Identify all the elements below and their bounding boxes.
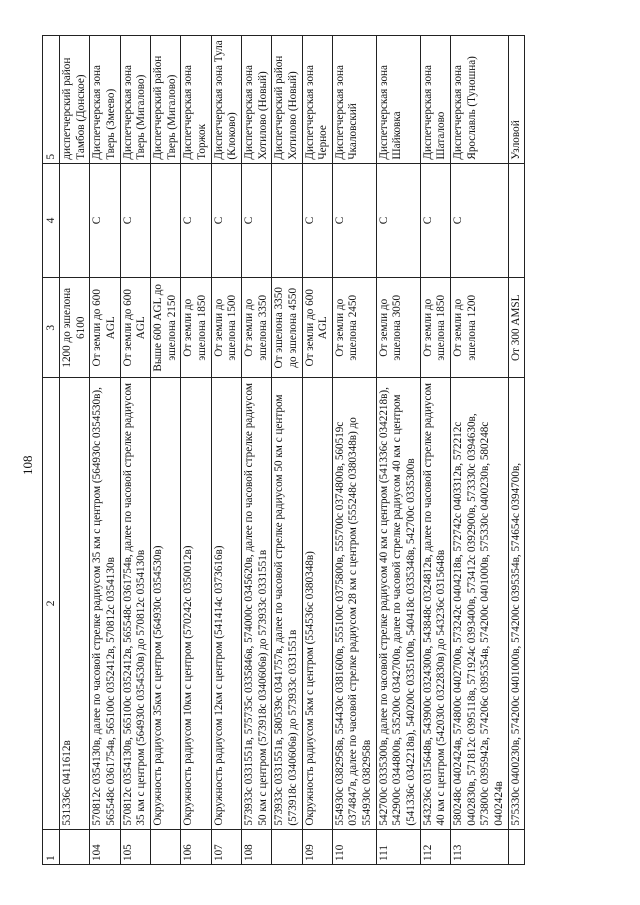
row-number: 107	[211, 829, 241, 864]
coordinates-cell: 570812с 0354130в, 565100с 0352412в, 565548с 0361754в, далее по часовой стрелке радиусом 35 км с центром (564930с 0354530в) до 570812с 0354130в	[120, 378, 150, 829]
vertical-limits-cell: 1200 до эшелона 6100	[60, 278, 90, 378]
table-row	[60, 36, 90, 865]
vertical-limits-cell: От земли до эшелона 1500	[211, 278, 241, 378]
zone-name-cell: Диспетчерская зона Чкаловский	[332, 36, 376, 164]
coordinates-cell: 575330с 0400230в, 574200с 0401000в, 574200с 0395354в, 574654с 0394700в,	[508, 378, 525, 829]
vertical-limits-cell: От 300 AMSL	[508, 278, 525, 378]
vertical-limits-cell: От земли до 600 AGL	[120, 278, 150, 378]
row-number	[150, 829, 180, 864]
airspace-class-cell: С	[332, 163, 376, 278]
zone-name-cell: Узловой	[508, 36, 525, 164]
row-number: 106	[181, 829, 211, 864]
row-number: 112	[420, 829, 450, 864]
header-cell-4: 4	[43, 163, 60, 278]
vertical-limits-cell: От земли до 600 AGL	[302, 278, 332, 378]
vertical-limits-cell: От земли до эшелона 1850	[420, 278, 450, 378]
table-row	[332, 36, 376, 865]
table-row	[90, 36, 120, 865]
row-number: 104	[90, 829, 120, 864]
airspace-class-cell	[150, 163, 180, 278]
header-cell-1: 1	[43, 829, 60, 864]
row-number	[60, 829, 90, 864]
coordinates-cell: Окружность радиусом 5км с центром (554536с 0380348в)	[302, 378, 332, 829]
zone-name-cell: Диспетчерская зона Шайковка	[376, 36, 420, 164]
header-cell-3: 3	[43, 278, 60, 378]
coordinates-cell: 542700с 0335300в, далее по часовой стрелке радиусом 40 км с центром (541336с 0342218в), 542900с 0344800в, 535200с 0342700в, далее по часовой стрелке радиусом 40 км с центром (541336с 0342218в), 540200с 0335100в, 540418с 0335348в, 542700с 0335300в	[376, 378, 420, 829]
row-number: 108	[241, 829, 271, 864]
zone-name-cell: Диспетчерская зона Тверь (Мигалово)	[120, 36, 150, 164]
row-number: 110	[332, 829, 376, 864]
airspace-class-cell	[60, 163, 90, 278]
table-row	[420, 36, 450, 865]
airspace-class-cell: С	[211, 163, 241, 278]
zone-name-cell: Диспетчерская зона Торжок	[181, 36, 211, 164]
coordinates-cell: 570812с 0354130в, далее по часовой стрелке радиусом 35 км с центром (564930с 0354530в), 565548с 0361754в, 565100с 0352412в, 570812с 0354130в	[90, 378, 120, 829]
zone-name-cell: Диспетчерская зона Тверь (Змеево)	[90, 36, 120, 164]
zone-name-cell: Диспетчерский район Хотилово (Новый)	[272, 36, 302, 164]
zone-name-cell: Диспетчерская зона Черное	[302, 36, 332, 164]
coordinates-cell: 543236с 0315648в, 543900с 0324300в, 543848с 0324812в, далее по часовой стрелке радиусом 40 км с центром (542030с 0322830в) до 543236с 0315648в	[420, 378, 450, 829]
zone-name-cell: Диспетчерская зона Хотилово (Новый)	[241, 36, 271, 164]
zone-name-cell: Диспетчерская зона Ярославль (Туношна)	[451, 36, 509, 164]
airspace-class-cell: С	[241, 163, 271, 278]
page-number: 108	[20, 455, 35, 475]
row-number: 111	[376, 829, 420, 864]
vertical-limits-cell: От земли до эшелона 1200	[451, 278, 509, 378]
table-row	[272, 36, 302, 865]
header-cell-2: 2	[43, 378, 60, 829]
airspace-class-cell: С	[376, 163, 420, 278]
coordinates-cell: Окружность радиусом 12км с центром (541414с 0373616в)	[211, 378, 241, 829]
zone-name-cell: диспетчерский район Тамбов (Донское)	[60, 36, 90, 164]
airspace-table	[42, 35, 525, 865]
row-number	[508, 829, 525, 864]
header-cell-5: 5	[43, 36, 60, 164]
coordinates-cell: 573933с 0331551в, 580539с 0341757в, далее по часовой стрелке радиусом 50 км с центром (573918с 0340606в) до 573933с 0331551в	[272, 378, 302, 829]
coordinates-cell: Окружность радиусом 35км с центром (564930с 0354530в)	[150, 378, 180, 829]
zone-name-cell: Диспетчерский район Тверь (Мигалово)	[150, 36, 180, 164]
row-number: 109	[302, 829, 332, 864]
vertical-limits-cell: От земли до 600 AGL	[90, 278, 120, 378]
coordinates-cell: Окружность радиусом 10км с центром (570242с 0350012в)	[181, 378, 211, 829]
table-header	[43, 36, 60, 865]
table-row	[120, 36, 150, 865]
header-row	[43, 36, 60, 865]
table-row	[211, 36, 241, 865]
table-row	[451, 36, 509, 865]
vertical-limits-cell: От земли до эшелона 2450	[332, 278, 376, 378]
table-body	[60, 36, 525, 865]
vertical-limits-cell: От земли до эшелона 3050	[376, 278, 420, 378]
zone-name-cell: Диспетчерская зона Шаталово	[420, 36, 450, 164]
table-row	[181, 36, 211, 865]
table-row	[302, 36, 332, 865]
table-row	[241, 36, 271, 865]
row-number: 105	[120, 829, 150, 864]
table-row	[508, 36, 525, 865]
vertical-limits-cell: Выше 600 AGL до эшелона 2150	[150, 278, 180, 378]
coordinates-cell: 573933с 0331551в, 575735с 0335846в, 574000с 0345620в, далее по часовой стрелке радиусом 50 км с центром (573918с 0340606в) до 573933с 0331551в	[241, 378, 271, 829]
airspace-class-cell: С	[302, 163, 332, 278]
coordinates-cell: 554930с 0382958в, 554430с 0381600в, 555100с 0375800в, 555700с 0374800в, 560519с 0374847в, далее по часовой стрелке радиусом 28 км с центром (555248с 0380348в) до 554930с 0382958в	[332, 378, 376, 829]
vertical-limits-cell: От эшелона 3350 до эшелона 4550	[272, 278, 302, 378]
airspace-class-cell: С	[120, 163, 150, 278]
airspace-class-cell: С	[181, 163, 211, 278]
coordinates-cell: 531336с 0411612в	[60, 378, 90, 829]
airspace-class-cell: С	[451, 163, 509, 278]
table-row	[376, 36, 420, 865]
airspace-class-cell	[272, 163, 302, 278]
vertical-limits-cell: От земли до эшелона 1850	[181, 278, 211, 378]
table-row	[150, 36, 180, 865]
vertical-limits-cell: От земли до эшелона 3350	[241, 278, 271, 378]
coordinates-cell: 580248с 0402424в, 574800с 0402700в, 573242с 0404218в, 572742с 0403312в, 572212с 0402830в, 571812с 0395118в, 571924с 0393400в, 573412с 0392900в, 573330с 0394630в, 573800с 0395942в, 574206с 0395354в, 574200с 0401000в, 575330с 0400230в, 580248с 0402424в	[451, 378, 509, 829]
airspace-class-cell	[508, 163, 525, 278]
row-number	[272, 829, 302, 864]
zone-name-cell: Диспетчерская зона Тула (Клоково)	[211, 36, 241, 164]
airspace-class-cell: С	[420, 163, 450, 278]
row-number: 113	[451, 829, 509, 864]
airspace-class-cell: С	[90, 163, 120, 278]
